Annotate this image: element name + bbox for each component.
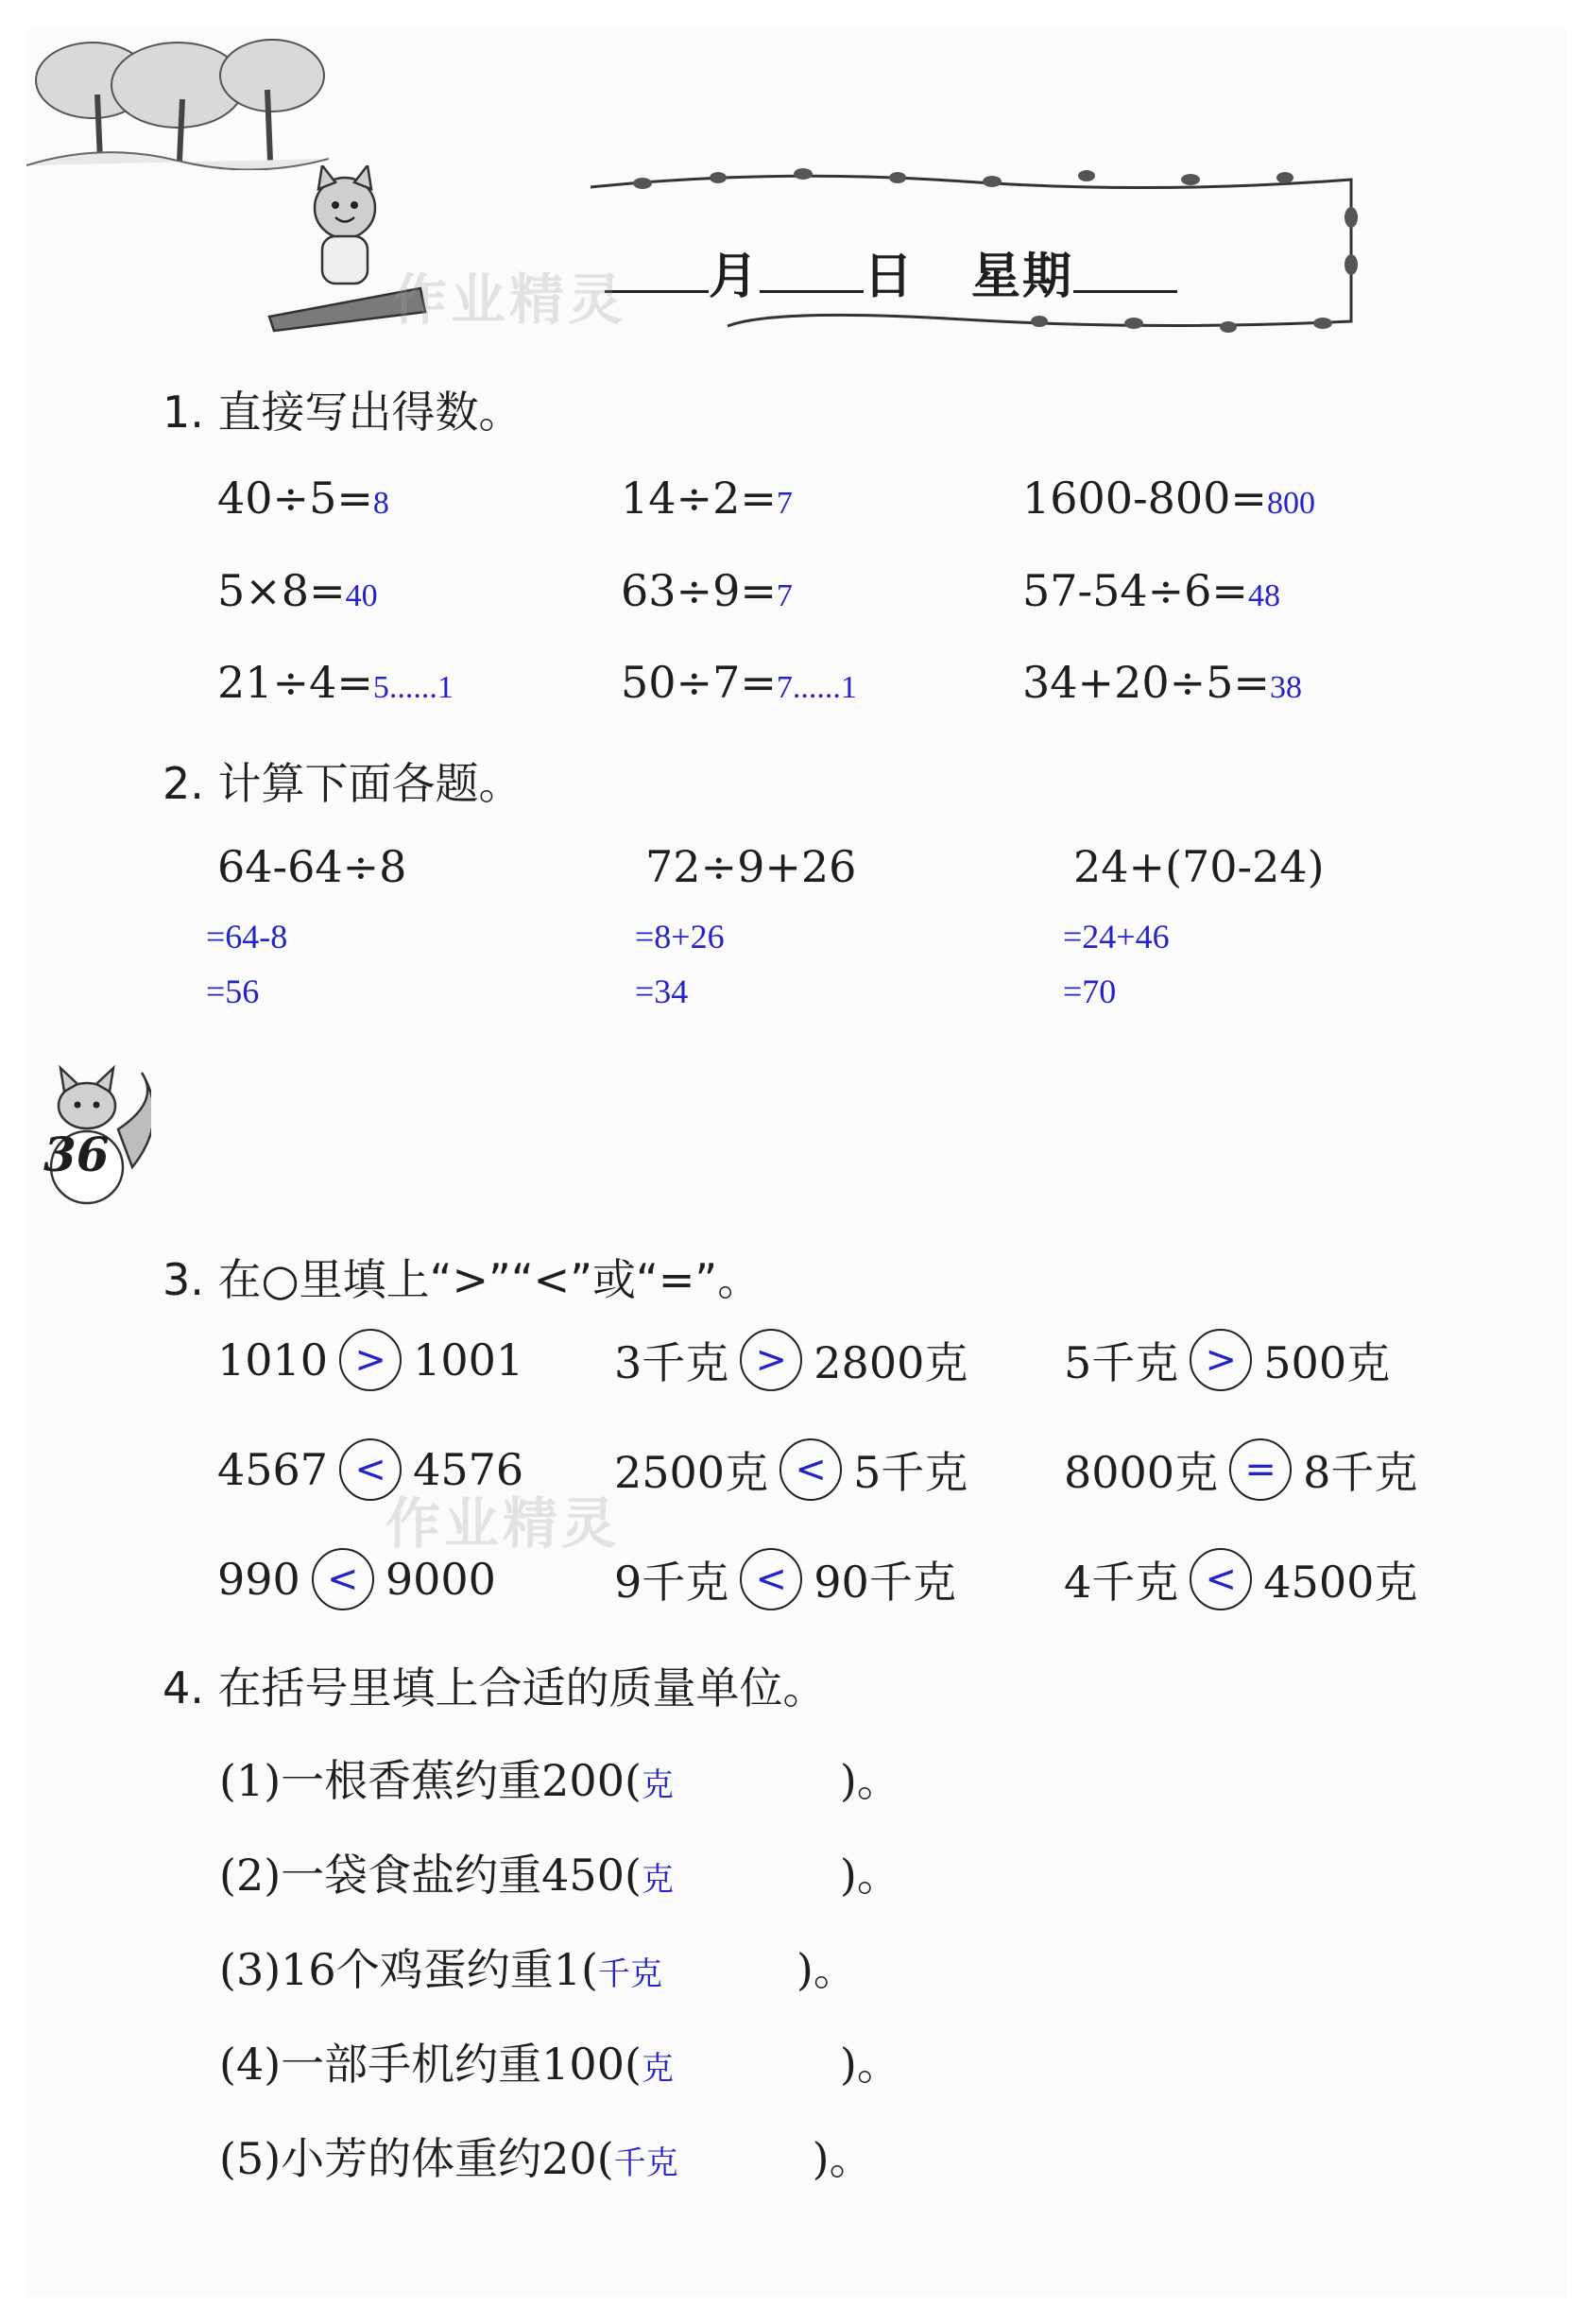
weekday-label: 星期 [971,249,1074,305]
q2-step1: =24+46 [1063,918,1170,955]
q3-item-1 [217,1329,523,1391]
q2-title: 2. 计算下面各题。 [163,758,522,809]
q1-item-7 [217,657,454,708]
q2-expr: 64-64÷8 [217,841,407,892]
q3-left: 4567 [217,1444,329,1495]
q1-expr: 5×8= [217,565,346,616]
q4-item-3 [219,1936,857,1998]
q4-item-4 [219,2030,900,2092]
q1-expr: 14÷2= [621,473,777,524]
q3-left: 2500克 [614,1447,769,1498]
watermark-middle: 作业精灵 [385,1491,621,1556]
q4-close: )。 [796,1944,857,1995]
q1-item-4 [217,565,378,616]
q1-answer: 8 [372,486,389,521]
q4-close: )。 [812,2133,873,2184]
q4-answer: 克 [641,1861,674,1899]
day-blank [760,252,864,293]
q2-step2: =70 [1063,973,1117,1010]
q4-text: (5)小芳的体重约20( [219,2133,614,2184]
q3-right: 1001 [413,1334,524,1386]
q3-left: 1010 [217,1334,329,1386]
q3-item-3 [1064,1329,1390,1391]
q3-right: 4576 [413,1444,524,1495]
q4-answer: 千克 [613,2144,678,2182]
q3-right: 90千克 [814,1557,956,1608]
q1-answer: 40 [345,578,378,613]
q1-item-5 [621,565,793,616]
q1-expr: 21÷4= [217,657,373,708]
q3-circle: < [779,1438,842,1501]
q1-answer: 7 [776,486,793,521]
q2-item-2 [645,841,856,892]
q1-expr: 1600-800= [1022,473,1267,524]
q1-expr: 40÷5= [217,473,373,524]
q2-step2: =56 [206,973,260,1010]
q1-item-2 [621,473,793,524]
q3-circle: < [740,1548,802,1610]
q3-item-2 [614,1329,968,1391]
q3-circle: < [312,1548,374,1610]
q1-answer: 5......1 [372,670,454,705]
page-number: 36 [43,1127,110,1182]
q3-right: 500克 [1263,1337,1391,1388]
q1-item-9 [1022,657,1302,708]
q3-left: 5千克 [1064,1337,1179,1388]
q4-item-5 [219,2125,873,2187]
q3-left: 990 [217,1554,300,1605]
q3-title: 3. 在○里填上“>”“<”或“=”。 [163,1254,762,1305]
q1-item-3 [1022,473,1315,524]
q3-right: 8千克 [1303,1447,1418,1498]
q1-title: 1. 直接写出得数。 [163,387,522,438]
q2-item-3 [1073,841,1325,892]
q3-left: 4千克 [1064,1557,1179,1608]
q1-answer: 7......1 [776,670,857,705]
q3-left: 9千克 [614,1557,729,1608]
q3-item-6 [1064,1438,1417,1501]
q3-right: 9000 [385,1554,496,1605]
watermark-top: 作业精灵 [392,267,627,332]
q3-right: 5千克 [853,1447,968,1498]
q4-text: (1)一根香蕉约重200( [219,1755,642,1806]
date-header [605,236,1177,307]
q1-answer: 38 [1269,670,1302,705]
month-label: 月 [709,249,761,305]
q3-circle: < [1190,1548,1252,1610]
q2-step1: =8+26 [635,918,725,955]
q2-step1: =64-8 [206,918,288,955]
q1-answer: 7 [776,578,793,613]
q1-expr: 63÷9= [621,565,777,616]
q1-answer: 800 [1266,486,1315,521]
q2-item-1 [217,841,406,892]
q4-item-2 [219,1841,900,1903]
q3-right: 4500克 [1263,1557,1418,1608]
q2-expr: 24+(70-24) [1073,841,1325,892]
q2-expr: 72÷9+26 [645,841,857,892]
q3-circle: > [740,1329,802,1391]
q1-answer: 48 [1247,578,1280,613]
q4-item-1 [219,1747,900,1809]
q3-circle: > [339,1329,402,1391]
q3-circle: = [1229,1438,1292,1501]
day-label: 日 [864,249,916,305]
q3-left: 3千克 [614,1337,729,1388]
q3-left: 8000克 [1064,1447,1219,1498]
q1-item-1 [217,473,389,524]
q3-circle: < [339,1438,402,1501]
weekday-blank [1073,252,1177,293]
q1-expr: 57-54÷6= [1022,565,1248,616]
q4-answer: 克 [641,1766,674,1804]
q3-item-5 [614,1438,968,1501]
q3-item-8 [614,1548,956,1610]
q4-close: )。 [839,1755,900,1806]
q4-text: (4)一部手机约重100( [219,2039,642,2090]
q3-circle: > [1190,1329,1252,1391]
q3-item-9 [1064,1548,1417,1610]
q4-text: (3)16个鸡蛋约重1( [219,1944,598,1995]
q1-expr: 34+20÷5= [1022,657,1270,708]
trees-illustration [26,28,329,170]
q4-title: 4. 在括号里填上合适的质量单位。 [163,1662,827,1713]
q4-close: )。 [839,2039,900,2090]
q4-text: (2)一袋食盐约重450( [219,1850,642,1901]
q3-right: 2800克 [814,1337,968,1388]
q2-step2: =34 [635,973,689,1010]
q4-answer: 千克 [597,1955,662,1993]
q1-item-6 [1022,565,1280,616]
q4-answer: 克 [641,2050,674,2088]
q4-close: )。 [839,1850,900,1901]
q1-item-8 [621,657,857,708]
q1-expr: 50÷7= [621,657,777,708]
